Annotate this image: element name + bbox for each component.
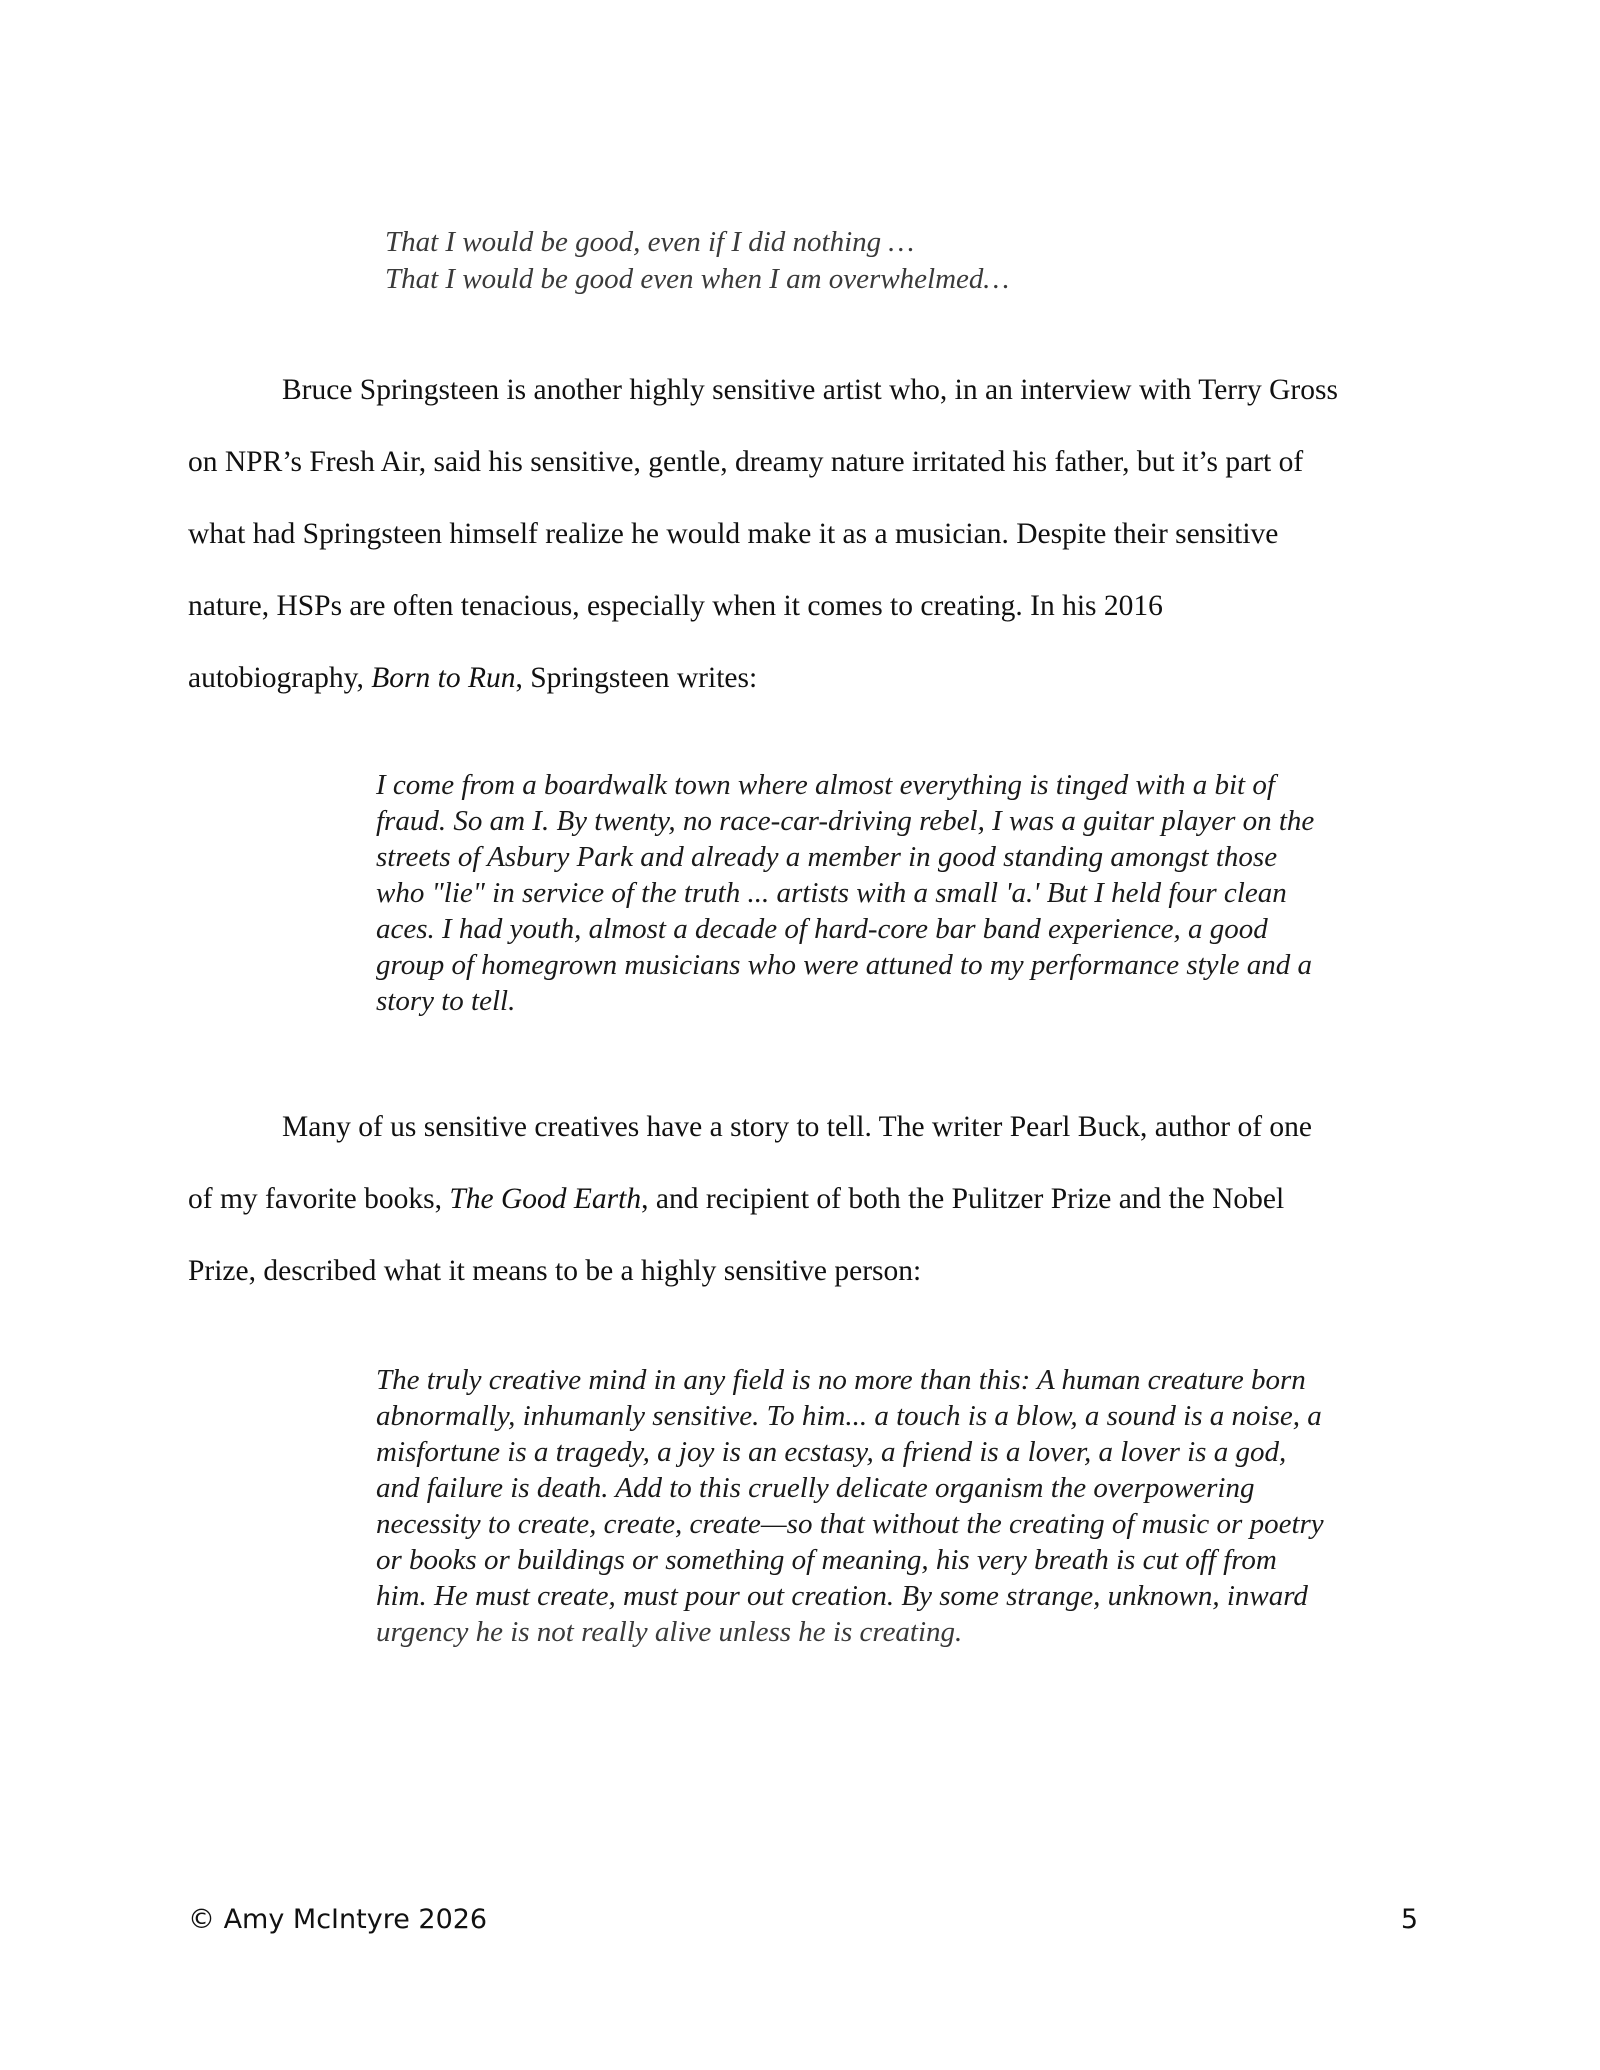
- quote-line: aces. I had youth, almost a decade of hard-core bar band experience, a good: [376, 913, 1268, 945]
- body-paragraph-springsteen: [188, 354, 1418, 714]
- poem-excerpt: [385, 224, 1385, 298]
- quote-line: who "lie" in service of the truth ... artists with a small 'a.' But I held four clean: [376, 877, 1287, 909]
- quote-line: group of homegrown musicians who were attuned to my performance style and a: [376, 949, 1312, 981]
- copyright-notice: © Amy McIntyre 2026: [188, 1904, 488, 1935]
- paragraph-text: , and recipient of both the Pulitzer Prize and the Nobel: [641, 1183, 1285, 1215]
- quote-line: fraud. So am I. By twenty, no race-car-driving rebel, I was a guitar player on the: [376, 805, 1315, 837]
- quote-line: streets of Asbury Park and already a member in good standing amongst those: [376, 841, 1278, 873]
- paragraph-line: what had Springsteen himself realize he would make it as a musician. Despite their sensitive: [188, 518, 1279, 550]
- paragraph-line: nature, HSPs are often tenacious, especially when it comes to creating. In his 2016: [188, 590, 1163, 622]
- quote-line: necessity to create, create, create—so that without the creating of music or poetry: [376, 1508, 1324, 1540]
- block-quote-springsteen: [376, 767, 1416, 1019]
- quote-line: and failure is death. Add to this cruelly delicate organism the overpowering: [376, 1472, 1255, 1504]
- quote-line: or books or buildings or something of meaning, his very breath is cut off from: [376, 1544, 1277, 1576]
- paragraph-line: [188, 642, 1418, 714]
- quote-line: I come from a boardwalk town where almost everything is tinged with a bit of: [376, 769, 1275, 801]
- quote-line: urgency he is not really alive unless he is creating.: [376, 1616, 963, 1648]
- poem-line: That I would be good even when I am overwhelmed…: [385, 263, 1010, 295]
- quote-line: misfortune is a tragedy, a joy is an ecstasy, a friend is a lover, a lover is a god,: [376, 1436, 1287, 1468]
- quote-line: abnormally, inhumanly sensitive. To him... a touch is a blow, a sound is a noise, a: [376, 1400, 1322, 1432]
- paragraph-text: autobiography,: [188, 662, 372, 694]
- paragraph-line: Bruce Springsteen is another highly sensitive artist who, in an interview with Terry Gross: [282, 374, 1338, 406]
- paragraph-line: on NPR’s Fresh Air, said his sensitive, gentle, dreamy nature irritated his father, but it’s part of: [188, 446, 1304, 478]
- quote-line: him. He must create, must pour out creation. By some strange, unknown, inward: [376, 1580, 1308, 1612]
- quote-line: story to tell.: [376, 985, 516, 1017]
- body-paragraph-pearl-buck: [188, 1091, 1418, 1307]
- book-title-good-earth: The Good Earth: [449, 1183, 642, 1215]
- page-number: 5: [1400, 1904, 1418, 1935]
- poem-line: That I would be good, even if I did nothing …: [385, 226, 915, 258]
- quote-line: The truly creative mind in any field is no more than this: A human creature born: [376, 1364, 1306, 1396]
- paragraph-text: , Springsteen writes:: [515, 662, 758, 694]
- paragraph-line: [188, 1163, 1418, 1235]
- paragraph-line: Prize, described what it means to be a highly sensitive person:: [188, 1255, 922, 1287]
- block-quote-pearl-buck: [376, 1362, 1416, 1650]
- paragraph-text: of my favorite books,: [188, 1183, 450, 1215]
- book-title-born-to-run: Born to Run: [371, 662, 516, 694]
- paragraph-line: Many of us sensitive creatives have a story to tell. The writer Pearl Buck, author of one: [282, 1111, 1313, 1143]
